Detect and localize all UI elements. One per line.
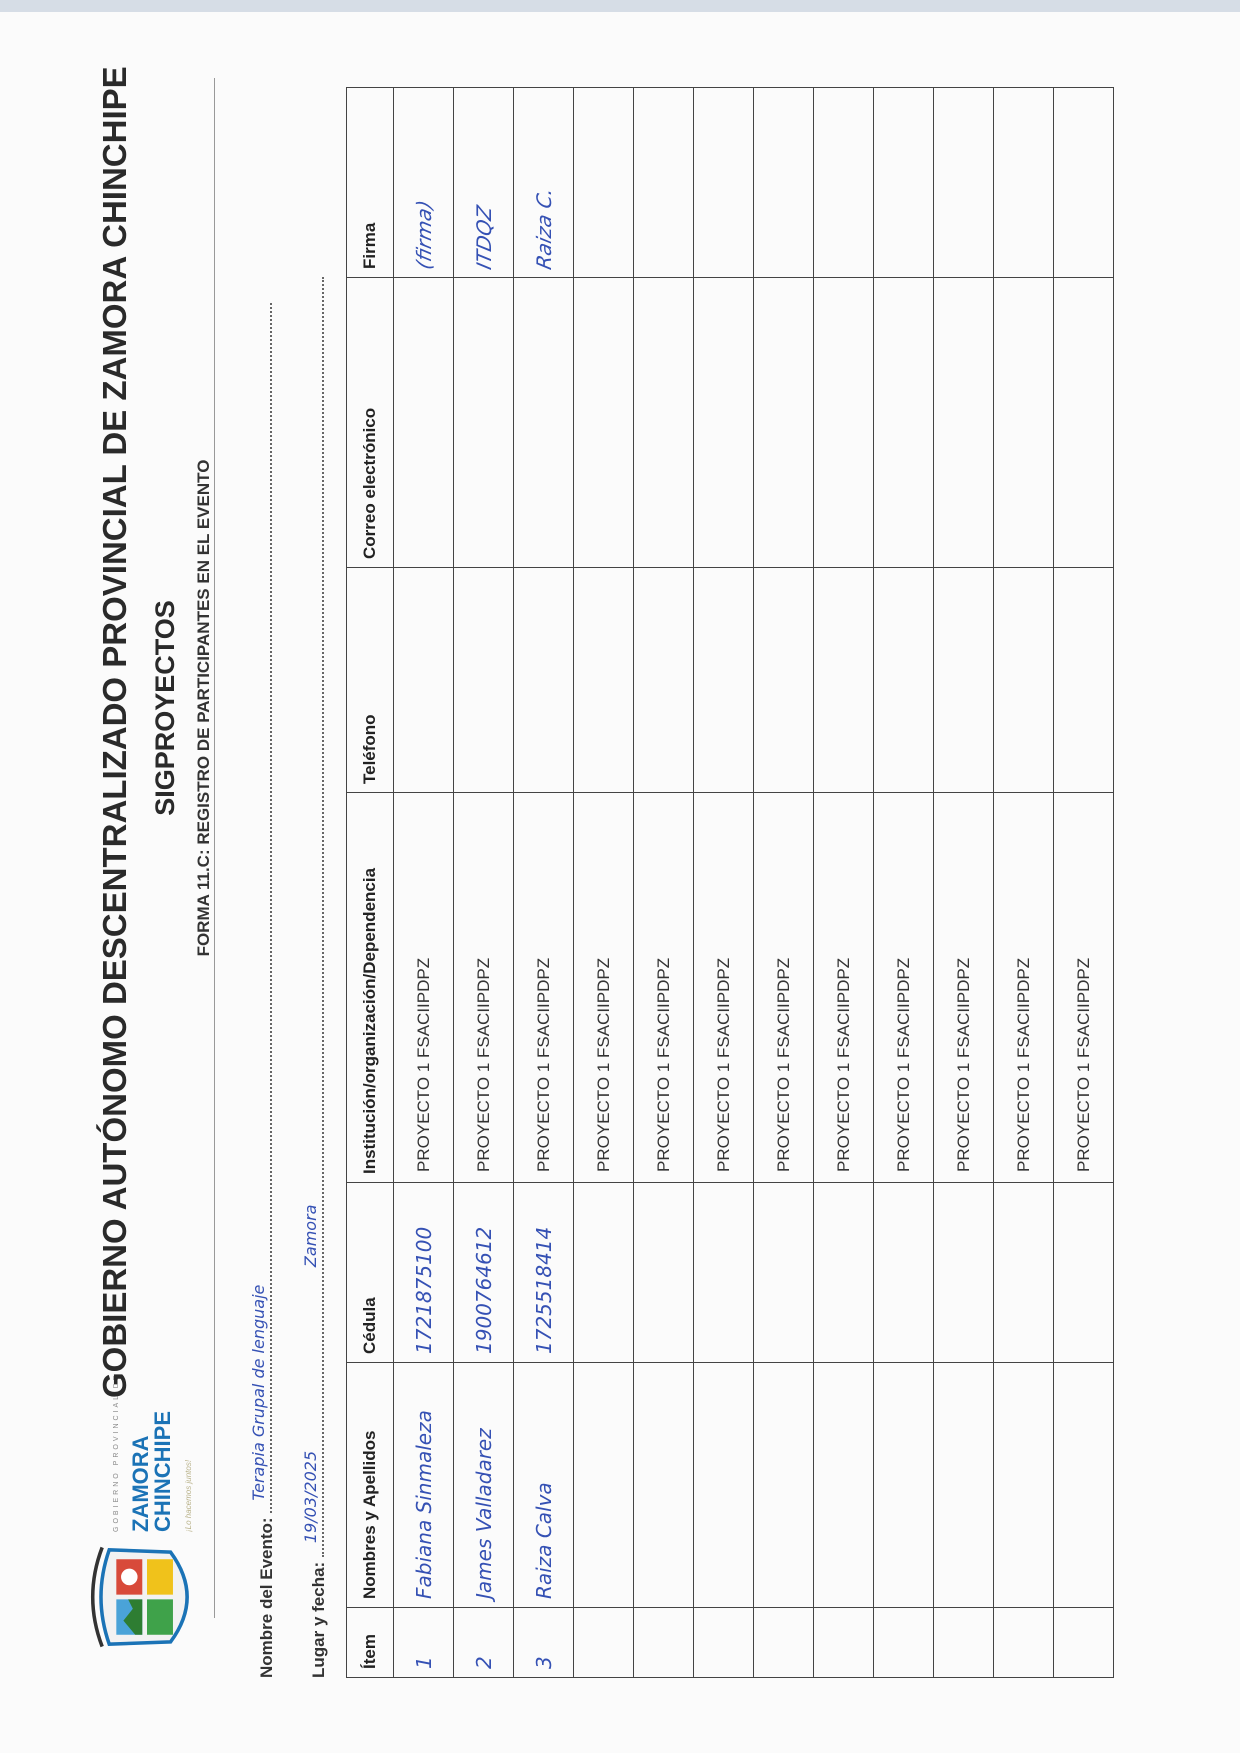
row-institution-cell xyxy=(694,793,754,1183)
place-date-place: Zamora xyxy=(301,1204,320,1268)
row-institution-cell xyxy=(1054,793,1114,1183)
row-signature-cell xyxy=(874,88,934,278)
page-subtitle: SIGPROYECTOS xyxy=(150,600,180,816)
row-name-cell xyxy=(874,1363,934,1608)
row-signature: Raiza C. xyxy=(531,185,556,272)
table-row xyxy=(694,88,754,1678)
row-institution-cell xyxy=(814,793,874,1183)
row-name-cell xyxy=(394,1363,454,1608)
header-signature: Firma xyxy=(347,88,394,278)
row-name-cell xyxy=(694,1363,754,1608)
row-institution-cell xyxy=(754,793,814,1183)
table-row xyxy=(574,88,634,1678)
table-row xyxy=(994,88,1054,1678)
document-sheet xyxy=(28,38,1208,1738)
row-item-cell xyxy=(754,1608,814,1678)
row-signature-cell xyxy=(454,88,514,278)
row-signature-cell xyxy=(394,88,454,278)
header-phone: Teléfono xyxy=(347,568,394,793)
row-item-cell xyxy=(994,1608,1054,1678)
table-row xyxy=(454,88,514,1678)
row-institution: PROYECTO 1 FSACIIPDPZ xyxy=(653,957,673,1172)
table-row xyxy=(814,88,874,1678)
header-institution: Institución/organización/Dependencia xyxy=(347,793,394,1183)
row-item-cell xyxy=(634,1608,694,1678)
table-row xyxy=(874,88,934,1678)
row-institution: PROYECTO 1 FSACIIPDPZ xyxy=(833,957,853,1172)
table-body xyxy=(394,88,1114,1678)
row-signature-cell xyxy=(934,88,994,278)
event-name-value: Terapia Grupal de lenguaje xyxy=(249,1284,268,1501)
row-cedula-cell xyxy=(394,1183,454,1363)
table-row xyxy=(1054,88,1114,1678)
place-date-row xyxy=(301,277,329,1678)
page-title: GOBIERNO AUTÓNOMO DESCENTRALIZADO PROVINCIAL DE ZAMORA CHINCHIPE xyxy=(96,66,133,1398)
row-cedula-cell xyxy=(634,1183,694,1363)
logo-wordmark: GOBIERNO PROVINCIAL DE ZAMORA CHINCHIPE ¡Lo hacemos juntos! xyxy=(113,1372,193,1532)
row-phone-cell xyxy=(634,568,694,793)
row-cedula-cell xyxy=(934,1183,994,1363)
row-institution-cell xyxy=(634,793,694,1183)
row-phone-cell xyxy=(754,568,814,793)
table-row xyxy=(514,88,574,1678)
row-institution-cell xyxy=(394,793,454,1183)
row-phone-cell xyxy=(694,568,754,793)
row-email-cell xyxy=(814,278,874,568)
divider xyxy=(214,78,215,1618)
row-name: Fabiana Sinmaleza xyxy=(411,1410,436,1599)
row-item: 2 xyxy=(471,1656,496,1669)
header-item: Ítem xyxy=(347,1608,394,1678)
row-institution: PROYECTO 1 FSACIIPDPZ xyxy=(773,957,793,1172)
row-cedula-cell xyxy=(694,1183,754,1363)
row-cedula: 1721875100 xyxy=(411,1226,436,1354)
row-phone-cell xyxy=(994,568,1054,793)
row-name-cell xyxy=(574,1363,634,1608)
row-institution: PROYECTO 1 FSACIIPDPZ xyxy=(473,957,493,1172)
row-signature-cell xyxy=(994,88,1054,278)
row-name-cell xyxy=(454,1363,514,1608)
row-cedula: 1725518414 xyxy=(531,1226,556,1354)
row-signature-cell xyxy=(1054,88,1114,278)
row-email-cell xyxy=(574,278,634,568)
row-email-cell xyxy=(454,278,514,568)
header-name: Nombres y Apellidos xyxy=(347,1363,394,1608)
row-signature-cell xyxy=(694,88,754,278)
row-email-cell xyxy=(994,278,1054,568)
row-cedula-cell xyxy=(874,1183,934,1363)
row-email-cell xyxy=(514,278,574,568)
row-phone-cell xyxy=(934,568,994,793)
row-item-cell xyxy=(394,1608,454,1678)
row-cedula-cell xyxy=(994,1183,1054,1363)
row-phone-cell xyxy=(394,568,454,793)
row-cedula: 1900764612 xyxy=(471,1226,496,1354)
zamora-chinchipe-logo xyxy=(88,1538,206,1656)
place-date-date: 19/03/2025 xyxy=(301,1450,320,1544)
row-name-cell xyxy=(634,1363,694,1608)
header-cedula: Cédula xyxy=(347,1183,394,1363)
table-row xyxy=(754,88,814,1678)
row-email-cell xyxy=(694,278,754,568)
row-phone-cell xyxy=(454,568,514,793)
row-name: Raiza Calva xyxy=(531,1482,556,1599)
row-phone-cell xyxy=(814,568,874,793)
row-name-cell xyxy=(514,1363,574,1608)
row-institution: PROYECTO 1 FSACIIPDPZ xyxy=(713,957,733,1172)
row-email-cell xyxy=(874,278,934,568)
row-name-cell xyxy=(1054,1363,1114,1608)
row-signature: (firma) xyxy=(411,197,436,272)
table-row xyxy=(634,88,694,1678)
row-signature-cell xyxy=(634,88,694,278)
row-item-cell xyxy=(934,1608,994,1678)
row-institution: PROYECTO 1 FSACIIPDPZ xyxy=(953,957,973,1172)
row-email-cell xyxy=(934,278,994,568)
row-item: 1 xyxy=(411,1656,436,1669)
row-institution: PROYECTO 1 FSACIIPDPZ xyxy=(1013,957,1033,1172)
row-institution-cell xyxy=(934,793,994,1183)
row-cedula-cell xyxy=(754,1183,814,1363)
row-item-cell xyxy=(1054,1608,1114,1678)
event-name-field[interactable] xyxy=(249,303,272,1513)
row-email-cell xyxy=(634,278,694,568)
row-item-cell xyxy=(574,1608,634,1678)
row-cedula-cell xyxy=(454,1183,514,1363)
participants-table xyxy=(346,87,1114,1678)
event-name-label: Nombre del Evento: xyxy=(257,1517,276,1678)
row-email-cell xyxy=(754,278,814,568)
row-item-cell xyxy=(454,1608,514,1678)
row-signature-cell xyxy=(574,88,634,278)
table-row xyxy=(394,88,454,1678)
row-email-cell xyxy=(1054,278,1114,568)
row-cedula-cell xyxy=(1054,1183,1114,1363)
row-phone-cell xyxy=(574,568,634,793)
row-email-cell xyxy=(394,278,454,568)
row-name: James Valladarez xyxy=(471,1428,496,1599)
row-institution: PROYECTO 1 FSACIIPDPZ xyxy=(593,957,613,1172)
row-signature-cell xyxy=(754,88,814,278)
scan-top-strip xyxy=(0,0,1240,12)
row-phone-cell xyxy=(1054,568,1114,793)
row-name-cell xyxy=(814,1363,874,1608)
row-institution-cell xyxy=(874,793,934,1183)
row-signature-cell xyxy=(514,88,574,278)
row-cedula-cell xyxy=(574,1183,634,1363)
place-date-label: Lugar y fecha: xyxy=(309,1561,328,1678)
row-item-cell xyxy=(814,1608,874,1678)
row-phone-cell xyxy=(874,568,934,793)
row-institution-cell xyxy=(994,793,1054,1183)
row-cedula-cell xyxy=(814,1183,874,1363)
form-title: FORMA 11.C: REGISTRO DE PARTICIPANTES EN EL EVENTO xyxy=(194,459,213,957)
row-cedula-cell xyxy=(514,1183,574,1363)
row-institution-cell xyxy=(574,793,634,1183)
row-signature-cell xyxy=(814,88,874,278)
row-institution-cell xyxy=(454,793,514,1183)
header-email: Correo electrónico xyxy=(347,278,394,568)
place-date-field[interactable] xyxy=(301,277,324,1557)
row-signature: ITDQZ xyxy=(471,203,496,272)
event-name-row xyxy=(249,303,277,1678)
row-phone-cell xyxy=(514,568,574,793)
row-institution: PROYECTO 1 FSACIIPDPZ xyxy=(893,957,913,1172)
row-name-cell xyxy=(934,1363,994,1608)
row-item-cell xyxy=(694,1608,754,1678)
row-institution: PROYECTO 1 FSACIIPDPZ xyxy=(1073,957,1093,1172)
row-name-cell xyxy=(754,1363,814,1608)
row-item-cell xyxy=(514,1608,574,1678)
table-row xyxy=(934,88,994,1678)
row-item: 3 xyxy=(531,1656,556,1669)
row-institution: PROYECTO 1 FSACIIPDPZ xyxy=(413,957,433,1172)
row-name-cell xyxy=(994,1363,1054,1608)
row-institution: PROYECTO 1 FSACIIPDPZ xyxy=(533,957,553,1172)
table-header-row xyxy=(347,88,394,1678)
row-institution-cell xyxy=(514,793,574,1183)
row-item-cell xyxy=(874,1608,934,1678)
